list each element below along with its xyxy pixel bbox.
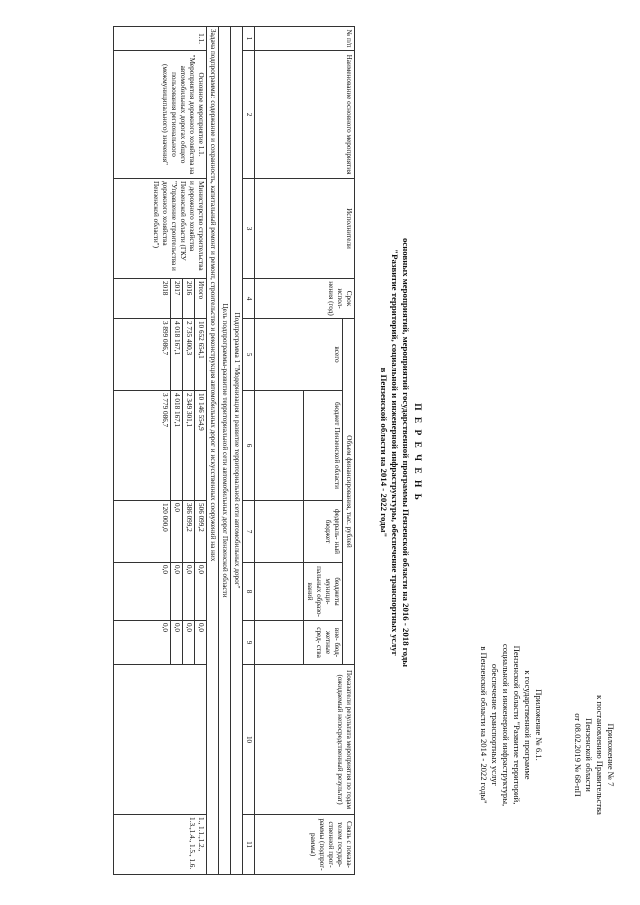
- title-line-2: основных мероприятий, мероприятий государственной программы Пензенской области на 2016 - 2018 годы: [401, 237, 411, 668]
- row-municipal: 0,0: [183, 563, 195, 621]
- row-term: Итого: [195, 279, 207, 319]
- program-line-4: социальной и инженерной инфраструктуры,: [501, 643, 511, 807]
- row-extra: 0,0: [195, 621, 207, 665]
- program-appendix-header: [478, 600, 544, 850]
- title-line-4: в Пензенской области на 2014 - 2022 годы": [379, 367, 389, 538]
- row-extra: 0,0: [183, 621, 195, 665]
- column-number: 4: [243, 279, 255, 319]
- row-federal: 386 099,2: [183, 501, 195, 563]
- title-line-3: "Развитие территорий, социальной и инженерной инфраструктуры, обеспечение транспортных услуг: [390, 249, 400, 656]
- program-line-3: Пензенской области "Развитие территорий,: [512, 645, 522, 805]
- row-federal: 506 099,2: [195, 501, 207, 563]
- row-regional: 4 018 167,1: [171, 391, 183, 501]
- row-term: 2017: [171, 279, 183, 319]
- row-regional: 2 349 301,1: [183, 391, 195, 501]
- row-regional: 10 146 554,9: [195, 391, 207, 501]
- header-term: Срок испол- нения (год): [255, 279, 355, 319]
- header-spacer: [255, 621, 304, 665]
- program-line-2: к государственной программе: [523, 670, 533, 780]
- column-number: 6: [243, 391, 255, 501]
- column-number: 7: [243, 501, 255, 563]
- item-name: Основное мероприятие 1.1. "Мероприятия дорожного хозяйства на автомобильных дорогах общего пользования регионального (межмуниципального) значения": [114, 51, 207, 179]
- appendix-line-3: Пензенской области: [584, 718, 594, 792]
- header-spacer: [255, 391, 304, 501]
- header-regional: бюджет Пензенской области: [304, 391, 343, 501]
- row-total: 4 018 167,1: [171, 319, 183, 391]
- column-number: 8: [243, 563, 255, 621]
- column-number-row: [243, 27, 255, 875]
- item-number: 1.1.: [114, 27, 207, 51]
- program-line-6: в Пензенской области на 2014 - 2022 годы": [479, 646, 489, 804]
- appendix-header: [572, 660, 616, 850]
- header-total: всего: [255, 319, 343, 391]
- row-total: 3 899 086,7: [114, 319, 171, 391]
- item-indicator: [114, 665, 207, 815]
- column-number: 3: [243, 179, 255, 279]
- row-term: 2016: [183, 279, 195, 319]
- subprogram-title: Подпрограмма 1 "Модернизация и развитие территориальной сети автомобильных дорог": [231, 27, 243, 875]
- column-number: 9: [243, 621, 255, 665]
- subprogram-goal: Цель подпрограммы-развитие территориальной сети автомобильных дорог Пензенской области: [219, 27, 231, 875]
- header-funding: Объем финансирования, тыс. рублей: [343, 319, 355, 665]
- appendix-line-2: к постановлению Правительства: [595, 695, 605, 815]
- row-municipal: 0,0: [114, 563, 171, 621]
- header-indicator: Показатели результата мероприятия по годам (ожидаемый непосредственный результат): [255, 665, 355, 815]
- header-row-1: [343, 27, 355, 875]
- column-number: 5: [243, 319, 255, 391]
- table-row: [195, 27, 207, 875]
- header-municipal: бюджеты муници- пальных образо- ваний: [304, 563, 343, 621]
- row-federal: 0,0: [171, 501, 183, 563]
- row-extra: 0,0: [171, 621, 183, 665]
- header-federal: федераль- ный бюджет: [304, 501, 343, 563]
- header-spacer: [255, 563, 304, 621]
- header-spacer: [255, 501, 304, 563]
- document-title: [378, 30, 422, 875]
- subprogram-task: Задача подпрограммы: содержание и сохранность, капитальный ремонт и ремонт, строительство и реконструкция автомобильных дорог и искусственных сооружений на них: [207, 27, 219, 875]
- item-link: 1., 1.1.,1.2., 1.3.,1.4., 1.5., 1.6.: [114, 815, 207, 875]
- column-number: 10: [243, 665, 255, 815]
- row-regional: 3 779 086,7: [114, 391, 171, 501]
- row-federal: 120 000,0: [114, 501, 171, 563]
- title-line-1: П Е Р Е Ч Е Н Ь: [412, 403, 422, 502]
- header-num: № п/п: [255, 27, 355, 51]
- row-term: 2018: [114, 279, 171, 319]
- goal-row: [219, 27, 231, 875]
- appendix-line-1: Приложение № 7: [606, 723, 616, 787]
- measures-table: [113, 26, 355, 875]
- header-executor: Исполнители: [255, 179, 355, 279]
- row-total: 2 735 400,3: [183, 319, 195, 391]
- appendix-line-4: от 08.02.2019 № 68-пП: [573, 713, 583, 797]
- column-number: 2: [243, 51, 255, 179]
- column-number: 11: [243, 815, 255, 875]
- program-line-1: Приложение № 6.1.: [534, 689, 544, 761]
- row-municipal: 0,0: [195, 563, 207, 621]
- header-link: Связь с показа- телем государ- ственной прог- раммы (подпрог- раммы): [255, 815, 355, 875]
- task-row: [207, 27, 219, 875]
- column-number: 1: [243, 27, 255, 51]
- row-total: 10 652 654,1: [195, 319, 207, 391]
- header-name: Наименование основного мероприятия: [255, 51, 355, 179]
- program-line-5: обеспечение транспортных услуг: [490, 663, 500, 787]
- row-extra: 0,0: [114, 621, 171, 665]
- header-extra: вне- бюд- жетные сред- ства: [304, 621, 343, 665]
- item-executor: Министерство строительства и дорожного хозяйства Пензенской области (ГКУ "Управление строительства и дорожного хозяйства Пензенской области"): [114, 179, 207, 279]
- row-municipal: 0,0: [171, 563, 183, 621]
- subprogram-row: [231, 27, 243, 875]
